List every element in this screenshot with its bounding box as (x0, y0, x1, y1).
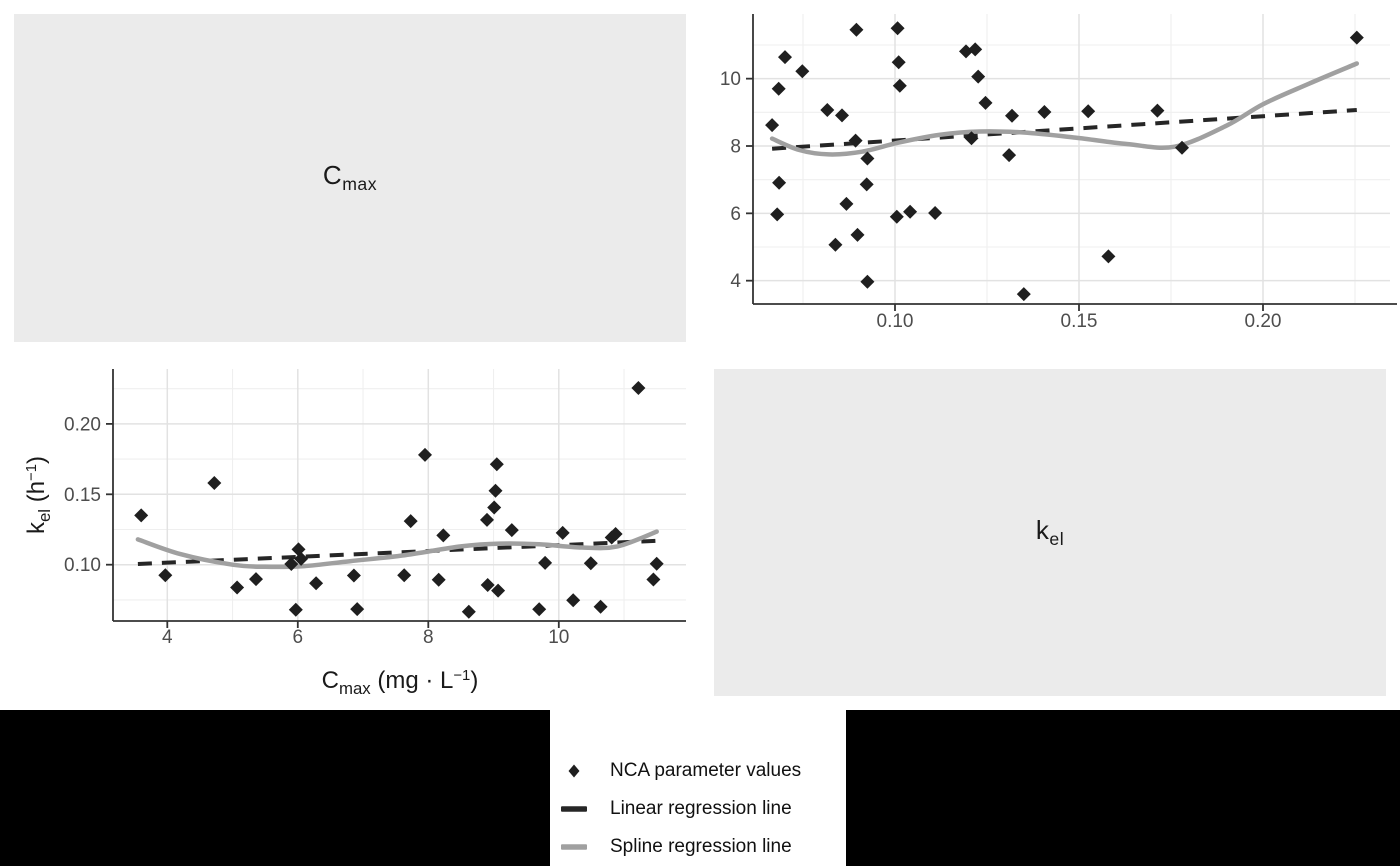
nca-points-layer (134, 381, 664, 619)
data-point (207, 476, 221, 490)
scatter-panel-kel-vs-cmax (0, 358, 700, 710)
data-point (772, 176, 786, 190)
data-point (820, 103, 834, 117)
data-point (765, 118, 779, 132)
legend-label-spline: Spline regression line (610, 836, 792, 857)
data-point (979, 96, 993, 110)
data-point (835, 108, 849, 122)
data-point (891, 21, 905, 35)
y-tick-label: 0.10 (64, 555, 101, 577)
tick-marks (746, 79, 1263, 311)
spline-regression-line (138, 532, 657, 567)
data-point (851, 228, 865, 242)
legend-item-points (550, 752, 846, 790)
data-point (849, 23, 863, 37)
data-point (928, 206, 942, 220)
data-point (487, 501, 501, 515)
x-tick-label: 4 (162, 627, 173, 648)
data-point (778, 50, 792, 64)
data-point (772, 82, 786, 96)
data-point (795, 64, 809, 78)
gridlines-minor (753, 14, 1390, 304)
tile-label-cmax: $C_{max}$ (322, 160, 378, 195)
y-tick-label: 6 (730, 203, 741, 225)
x-tick-label: 6 (292, 627, 304, 648)
data-point (839, 197, 853, 211)
data-point (347, 569, 361, 583)
data-point (418, 448, 432, 462)
x-tick-label: 0.20 (1244, 311, 1282, 332)
data-point (1350, 31, 1364, 45)
legend-item-spline (550, 828, 846, 866)
data-point (289, 603, 303, 617)
y-tick-label: 4 (730, 271, 741, 293)
data-point (584, 556, 598, 570)
gridlines-major (113, 369, 686, 621)
data-point (1150, 104, 1164, 118)
data-point (158, 568, 172, 582)
x-tick-label: 8 (423, 627, 434, 648)
data-point (860, 275, 874, 289)
data-point (436, 528, 450, 542)
data-point (1081, 104, 1095, 118)
y-tick-label: 8 (730, 136, 741, 158)
data-point (1017, 287, 1031, 301)
data-point (134, 508, 148, 522)
x-tick-label: 10 (548, 627, 570, 648)
data-point (309, 576, 323, 590)
axes (753, 14, 1397, 304)
data-point (489, 484, 503, 498)
data-point (828, 238, 842, 252)
legend-box (550, 710, 846, 866)
nca-points-layer (765, 21, 1364, 301)
x-tick-label: 0.15 (1060, 311, 1098, 332)
data-point (505, 523, 519, 537)
gridlines-major (753, 14, 1390, 304)
tile-label-kel: $k_{el}$ (1035, 514, 1065, 550)
data-point (971, 70, 985, 84)
data-point (770, 207, 784, 221)
data-point (1002, 148, 1016, 162)
legend-item-linear (550, 790, 846, 828)
data-point (1101, 249, 1115, 263)
data-point (480, 513, 494, 527)
data-point (462, 605, 476, 619)
tick-marks (106, 424, 559, 628)
data-point (646, 573, 660, 587)
diagonal-tile-cmax (14, 14, 686, 342)
data-point (892, 55, 906, 69)
data-point (432, 573, 446, 587)
data-point (631, 381, 645, 395)
data-point (249, 572, 263, 586)
data-point (350, 602, 364, 616)
diamond-point-icon (550, 760, 594, 782)
data-point (556, 526, 570, 540)
data-point (1037, 105, 1051, 119)
dashed-line-icon (550, 798, 594, 820)
legend-label-linear: Linear regression line (610, 798, 792, 819)
tick-labels (720, 69, 1282, 332)
scatter-panel-cmax-vs-kel (700, 0, 1400, 350)
data-point (404, 514, 418, 528)
data-point (890, 210, 904, 224)
y-tick-label: 0.15 (64, 484, 101, 506)
legend-label-points: NCA parameter values (610, 760, 802, 781)
diagonal-tile-kel (714, 369, 1386, 696)
data-point (532, 602, 546, 616)
data-point (566, 593, 580, 607)
y-tick-label: 0.20 (64, 414, 101, 436)
y-axis-title: $k_{el}$ $(h^{-1})$ (23, 455, 55, 535)
data-point (1005, 109, 1019, 123)
data-point (397, 568, 411, 582)
data-point (650, 557, 664, 571)
data-point (903, 205, 917, 219)
data-point (594, 600, 608, 614)
x-tick-label: 0.10 (876, 311, 914, 332)
x-axis-title: $C_{max}$ $(mg \cdot L^{-1})$ (321, 667, 479, 699)
data-point (538, 556, 552, 570)
y-tick-label: 10 (719, 69, 741, 91)
gray-line-icon (550, 836, 594, 858)
